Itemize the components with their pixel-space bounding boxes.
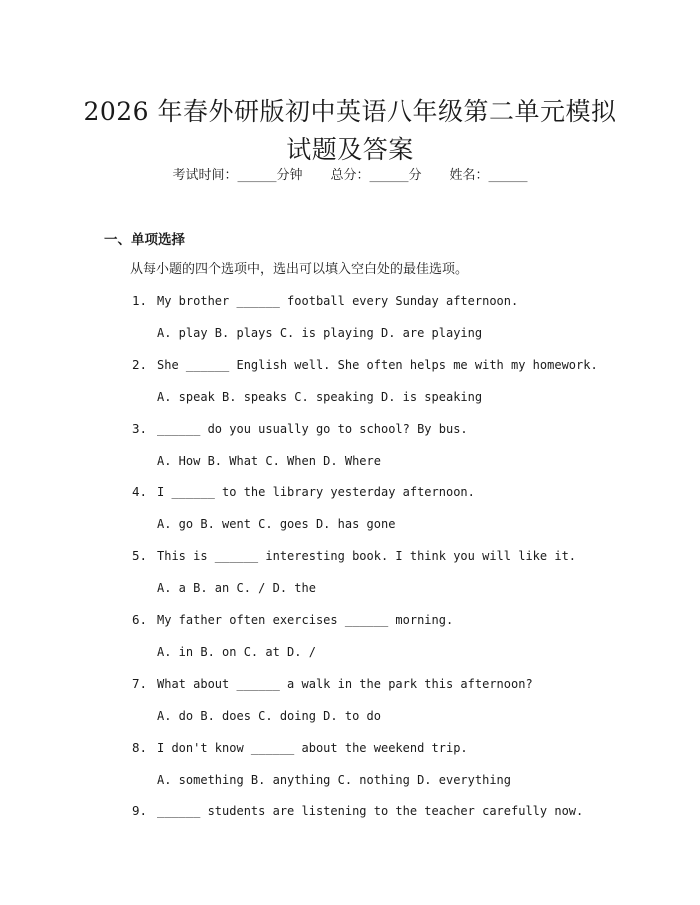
question-number: 9. (132, 803, 148, 819)
question-number: 3. (132, 420, 148, 436)
question-options: A. in B. on C. at D. / (157, 644, 316, 659)
question-text: My father often exercises ______ morning. (157, 612, 454, 627)
question-text: ______ do you usually go to school? By bus. (157, 421, 468, 436)
exam-time-field: 考试时间：______分钟 (172, 168, 303, 183)
question-item (0, 482, 700, 546)
question-options: A. something B. anything C. nothing D. everything (157, 772, 512, 787)
question-options: A. play B. plays C. is playing D. are playing (157, 326, 483, 340)
question-item (0, 291, 700, 355)
question-item (0, 419, 700, 483)
question-text: I don't know ______ about the weekend trip. (157, 740, 468, 755)
question-options: A. do B. does C. doing D. to do (157, 708, 381, 723)
question-number: 8. (132, 739, 148, 755)
question-number: 1. (132, 293, 148, 308)
question-options: A. a B. an C. / D. the (157, 581, 316, 596)
question-text: ______ students are listening to the teacher carefully now. (157, 804, 584, 819)
question-number: 2. (132, 356, 148, 372)
question-number: 5. (132, 548, 148, 564)
question-options: A. How B. What C. When D. Where (157, 453, 381, 468)
question-text: She ______ English well. She often helps me with my homework. (157, 357, 598, 372)
question-text: I ______ to the library yesterday afternoon. (157, 485, 475, 500)
question-item (0, 546, 700, 610)
question-list (0, 291, 700, 865)
exam-info-line (0, 166, 700, 186)
question-options: A. go B. went C. goes D. has gone (157, 517, 396, 532)
page-title: 2026 年春外研版初中英语八年级第二单元模拟试题及答案 (83, 96, 617, 164)
question-item (0, 738, 700, 802)
section-instructions: 从每小题的四个选项中，选出可以填入空白处的最佳选项。 (130, 262, 469, 277)
question-number: 7. (132, 675, 148, 691)
question-item (0, 801, 700, 865)
question-options: A. speak B. speaks C. speaking D. is speaking (157, 389, 483, 404)
question-number: 4. (132, 484, 148, 500)
question-number: 6. (132, 611, 148, 627)
section-heading: 一、单项选择 (104, 232, 185, 248)
question-text: What about ______ a walk in the park this afternoon? (157, 676, 533, 691)
total-score-field: 总分：______分 (330, 168, 422, 183)
student-name-field: 姓名：______ (449, 168, 528, 183)
question-item (0, 674, 700, 738)
question-item (0, 610, 700, 674)
question-text: My brother ______ football every Sunday afternoon. (157, 294, 519, 308)
question-item (0, 355, 700, 419)
question-text: This is ______ interesting book. I think you will like it. (157, 549, 577, 564)
